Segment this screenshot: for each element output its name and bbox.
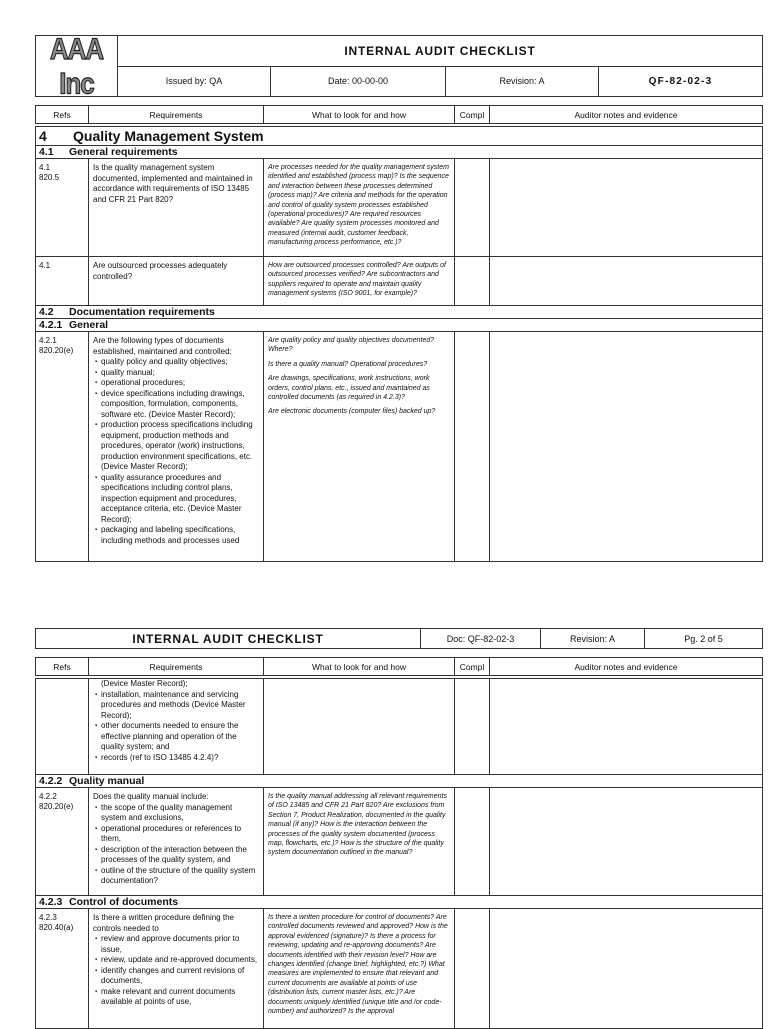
row-look-for: Are processes needed for the quality management system identified and established (process map)? Is the sequence and interaction between these processes determined (process map)? Are criteria and methods for the operation and control of quality system processes established (operational procedures)? Are required resources available? Are quality system processes monitored and measured (internal audit, customer feedback, manufacturing process performance, etc.)?: [264, 159, 455, 257]
page-1: [35, 31, 762, 562]
issued-by: Issued by: QA: [118, 66, 271, 97]
col-compl: Compl: [455, 106, 490, 124]
row-requirement: Is the quality management system documented, implemented and maintained in accordance with requirements of ISO 13485 and CFR 21 Part 820?: [89, 159, 264, 257]
auditor-notes-cell[interactable]: [490, 332, 763, 562]
page-2: [35, 628, 762, 1029]
compl-cell[interactable]: [455, 332, 490, 562]
compl-cell[interactable]: [455, 788, 490, 896]
col-look: What to look for and how: [264, 658, 455, 676]
row-look-for: How are outsourced processes controlled? Are outputs of outsourced processes verified? Are subcontractors and suppliers required to operate and maintain quality management systems (ISO 9001, for example)?: [264, 257, 455, 306]
page2-header: [35, 628, 763, 649]
col-refs: Refs: [36, 658, 89, 676]
col-requirements: Requirements: [89, 658, 264, 676]
checklist-row: [36, 909, 763, 1029]
compl-cell[interactable]: [455, 257, 490, 306]
row-ref: 4.2.3 820.40(a): [36, 909, 89, 1029]
row-look-for: [264, 679, 455, 775]
row-requirement: Does the quality manual include: ▪ the scope of the quality management system and exclusions, ▪ operational procedures or references to them, ▪ description of the interaction between the processes of the quality system, and ▪ outline of the structure of the quality system documentation?: [89, 788, 264, 896]
column-header-row: [36, 658, 763, 676]
col-notes: Auditor notes and evidence: [490, 106, 763, 124]
col-look: What to look for and how: [264, 106, 455, 124]
row-ref: 4.2.2 820.20(e): [36, 788, 89, 896]
col-requirements: Requirements: [89, 106, 264, 124]
requirement-list: ▪ review and approve documents prior to issue, ▪ review, update and re-approved documents, ▪ identify changes and current revisions of documents, ▪ make relevant and current documents available at points of use,: [93, 934, 259, 1008]
revision: Revision: A: [446, 66, 599, 97]
checklist-row: [36, 679, 763, 775]
subsection-heading: 4.2.2 Quality manual: [36, 775, 763, 788]
row-requirement: (Device Master Record); ▪ installation, maintenance and servicing procedures and methods (Device Master Record); ▪ other documents needed to ensure the effective planning and operation of the quality system; and ▪ records (ref to ISO 13485 4.2.4)?: [89, 679, 264, 775]
revision: Revision: A: [541, 629, 645, 649]
row-look-for: Is the quality manual addressing all relevant requirements of ISO 13485 and CFR 21 Part 820? Are exclusions from Section 7, Product Realization, documented in the quality manual (if any)? How is the interaction between the processes of the quality system documented (process map, flowcharts, etc.)? How is the structure of the quality system documentation outlined in the manual?: [264, 788, 455, 896]
checklist-table-page1: [35, 105, 763, 562]
row-ref: [36, 679, 89, 775]
checklist-row: [36, 332, 763, 562]
page-number: Pg. 2 of 5: [645, 629, 763, 649]
section-heading: 4 Quality Management System: [36, 127, 763, 146]
row-look-for: Are quality policy and quality objectives documented? Where? Is there a quality manual? Operational procedures? Are drawings, specifications, work instructions, work orders, control plans, etc., issued and maintained as controlled documents (as required in 4.2.3)? Are electronic documents (computer files) backed up?: [264, 332, 455, 562]
checklist-row: [36, 257, 763, 306]
col-refs: Refs: [36, 106, 89, 124]
compl-cell[interactable]: [455, 679, 490, 775]
requirement-list: ▪ installation, maintenance and servicing procedures and methods (Device Master Record); ▪ other documents needed to ensure the effective planning and operation of the quality system; and ▪ records (ref to ISO 13485 4.2.4)?: [93, 690, 259, 764]
row-requirement: Is there a written procedure defining the controls needed to ▪ review and approve documents prior to issue, ▪ review, update and re-approved documents, ▪ identify changes and current revisions of documents, ▪ make relevant and current documents available at points of use,: [89, 909, 264, 1029]
document-code: Doc: QF-82-02-3: [421, 629, 541, 649]
subsection-heading: 4.2.1 General: [36, 319, 763, 332]
subsection-heading: 4.1 General requirements: [36, 146, 763, 159]
checklist-row: [36, 788, 763, 896]
page1-header: [35, 31, 763, 101]
document-title: INTERNAL AUDIT CHECKLIST: [36, 629, 421, 649]
requirement-list: ▪ the scope of the quality management system and exclusions, ▪ operational procedures or references to them, ▪ description of the interaction between the processes of the quality system, and ▪ outline of the structure of the quality system documentation?: [93, 803, 259, 887]
col-compl: Compl: [455, 658, 490, 676]
column-header-row: [36, 106, 763, 124]
checklist-table-page2: [35, 657, 763, 1029]
row-requirement: Are outsourced processes adequately controlled?: [89, 257, 264, 306]
auditor-notes-cell[interactable]: [490, 679, 763, 775]
compl-cell[interactable]: [455, 159, 490, 257]
compl-cell[interactable]: [455, 909, 490, 1029]
company-logo: AAA Inc: [36, 36, 118, 97]
document-code: QF-82-02-3: [599, 66, 763, 97]
checklist-row: [36, 159, 763, 257]
auditor-notes-cell[interactable]: [490, 159, 763, 257]
row-ref: 4.1 820.5: [36, 159, 89, 257]
auditor-notes-cell[interactable]: [490, 788, 763, 896]
document-title: INTERNAL AUDIT CHECKLIST: [118, 36, 763, 67]
subsection-heading: 4.2.3 Control of documents: [36, 896, 763, 909]
subsection-heading: 4.2 Documentation requirements: [36, 306, 763, 319]
row-requirement: Are the following types of documents established, maintained and controlled: ▪ quality policy and quality objectives; ▪ quality manual; ▪ operational procedures; ▪ device specifications including drawings, composition, formulation, components, software etc. (Device Master Record); ▪ production process specifications including equipment, production methods and procedures, operator (work) instructions, production environment specifications, etc. (Device Master Record); ▪ quality assurance procedures and specifications including control plans, inspection equipment and procedures, acceptance criteria, etc. (Device Master Record); ▪ packaging and labeling specifications, including methods and processes used: [89, 332, 264, 562]
row-ref: 4.2.1 820.20(e): [36, 332, 89, 562]
auditor-notes-cell[interactable]: [490, 257, 763, 306]
issue-date: Date: 00-00-00: [271, 66, 446, 97]
row-look-for: Is there a written procedure for control of documents? Are controlled documents reviewed and approved? How is the approval evidenced (signature)? Is there a process for reviewing, updating and re-approving documents? Are documents identified with their revision level? How are changes identified (change brief, highlighted, etc.?) What measures are implemented to ensure that relevant and current documents are available at points of use (distribution lists, current master lists, etc.)? Are documents uniquely identified (unique title and /or code-number) and authorized? Is the approval: [264, 909, 455, 1029]
row-ref: 4.1: [36, 257, 89, 306]
auditor-notes-cell[interactable]: [490, 909, 763, 1029]
col-notes: Auditor notes and evidence: [490, 658, 763, 676]
requirement-list: ▪ quality policy and quality objectives; ▪ quality manual; ▪ operational procedures; ▪ device specifications including drawings, composition, formulation, components, software etc. (Device Master Record); ▪ production process specifications including equipment, production methods and procedures, operator (work) instructions, production environment specifications, etc. (Device Master Record); ▪ quality assurance procedures and specifications including control plans, inspection equipment and procedures, acceptance criteria, etc. (Device Master Record); ▪ packaging and labeling specifications, including methods and processes used: [93, 357, 259, 546]
